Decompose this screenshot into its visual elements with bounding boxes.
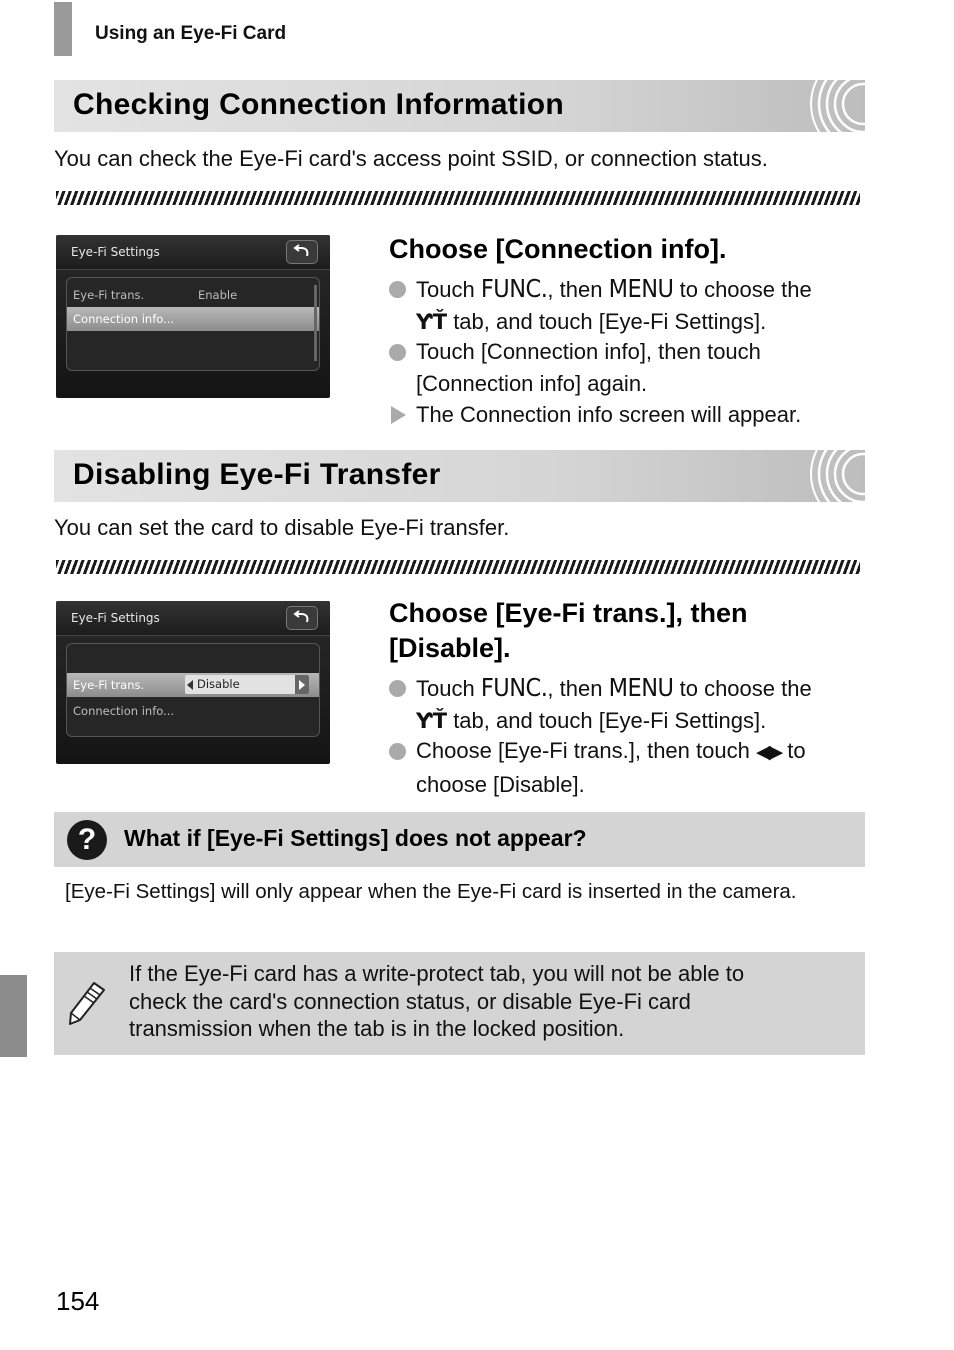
- func-button-icon: FUNC.: [480, 673, 548, 702]
- note-box: [54, 952, 865, 1055]
- text: tab, and touch [Eye-Fi Settings].: [447, 707, 767, 733]
- tools-tab-icon: ƳŤ: [416, 708, 448, 733]
- screen-title: Eye-Fi Settings: [71, 245, 160, 259]
- func-button-icon: FUNC.: [480, 274, 548, 303]
- text: , then: [547, 277, 609, 302]
- bullet-item: [389, 735, 859, 800]
- right-arrow-icon: [299, 680, 305, 690]
- banner-rings-icon: [775, 80, 865, 132]
- screen-title: Eye-Fi Settings: [71, 611, 160, 625]
- section-heading: Disabling Eye-Fi Transfer: [73, 458, 441, 491]
- section-intro: You can set the card to disable Eye-Fi transfer.: [54, 515, 510, 540]
- back-icon: [286, 606, 318, 630]
- row-connection-info: [67, 699, 319, 723]
- section-heading: Checking Connection Information: [73, 88, 564, 121]
- settings-panel: [66, 643, 320, 737]
- text: Choose [Eye-Fi trans.], then touch: [416, 738, 756, 763]
- page-number: 154: [56, 1286, 100, 1316]
- result-item: [389, 399, 859, 431]
- step-title: Choose [Eye-Fi trans.], then [Disable].: [389, 598, 748, 663]
- step-title: Choose [Connection info].: [389, 234, 727, 264]
- note-text: If the Eye-Fi card has a write-protect tab, you will not be able to check the card's connection status, or disable Eye-Fi card transmission when the tab is in the locked position.: [129, 961, 745, 1041]
- bullet-item: [389, 336, 859, 399]
- tip-title: What if [Eye-Fi Settings] does not appear?: [124, 825, 587, 851]
- text: , then: [547, 676, 609, 701]
- text: Touch: [416, 676, 481, 701]
- scrollbar: [314, 285, 317, 361]
- bullet-item: [389, 273, 859, 338]
- section-intro: You can check the Eye-Fi card's access point SSID, or connection status.: [54, 146, 768, 171]
- bullet-text: Touch [Connection info], then touch [Connection info] again.: [416, 339, 761, 396]
- row-connection-info: [67, 307, 319, 331]
- text: Touch: [416, 277, 481, 302]
- screen-title-bar: [56, 235, 330, 270]
- tip-box: [54, 812, 865, 867]
- bullet-dot-icon: [389, 344, 406, 361]
- section-banner-connection-info: [54, 80, 865, 132]
- settings-panel: [66, 277, 320, 371]
- header-marker: [54, 2, 72, 56]
- tools-tab-icon: ƳŤ: [416, 309, 448, 334]
- divider-stripes: [56, 191, 860, 205]
- row-eyefi-trans: [67, 283, 319, 307]
- chapter-title: Using an Eye-Fi Card: [95, 23, 287, 44]
- bullet-dot-icon: [389, 743, 406, 760]
- row-eyefi-trans: [67, 673, 319, 697]
- value-selector: [185, 675, 309, 694]
- divider-stripes: [56, 560, 860, 574]
- result-arrow-icon: [391, 406, 406, 424]
- question-icon: ?: [67, 820, 107, 860]
- back-icon: [286, 240, 318, 264]
- row-label: Connection info...: [73, 312, 175, 326]
- bullet-item: [389, 672, 859, 737]
- camera-screen-eyefi-trans: [56, 601, 330, 764]
- text: tab, and touch [Eye-Fi Settings].: [447, 308, 767, 334]
- result-text: The Connection info screen will appear.: [416, 402, 802, 427]
- chapter-side-tab: [0, 975, 27, 1057]
- row-value: Disable: [197, 677, 240, 691]
- row-value: Enable: [198, 288, 238, 302]
- row-label: Connection info...: [73, 704, 175, 718]
- text: to choose the: [673, 277, 812, 302]
- banner-rings-icon: [775, 450, 865, 502]
- left-arrow-icon: [187, 680, 193, 690]
- tip-body: [Eye-Fi Settings] will only appear when the Eye-Fi card is inserted in the camera.: [65, 880, 797, 903]
- text: to choose the: [673, 676, 812, 701]
- pencil-icon: [68, 980, 108, 1026]
- bullet-dot-icon: [389, 680, 406, 697]
- section-banner-disable-transfer: [54, 450, 865, 502]
- camera-screen-connection-info: [56, 235, 330, 398]
- bullet-dot-icon: [389, 281, 406, 298]
- left-right-arrows-icon: ◀▶: [755, 741, 782, 763]
- row-label: Eye-Fi trans.: [73, 288, 145, 302]
- text: to choose [Disable].: [416, 738, 806, 797]
- right-arrow-button: [295, 675, 309, 694]
- row-label: Eye-Fi trans.: [73, 678, 145, 692]
- screen-title-bar: [56, 601, 330, 636]
- menu-button-icon: MENU: [608, 673, 674, 702]
- menu-button-icon: MENU: [608, 274, 674, 303]
